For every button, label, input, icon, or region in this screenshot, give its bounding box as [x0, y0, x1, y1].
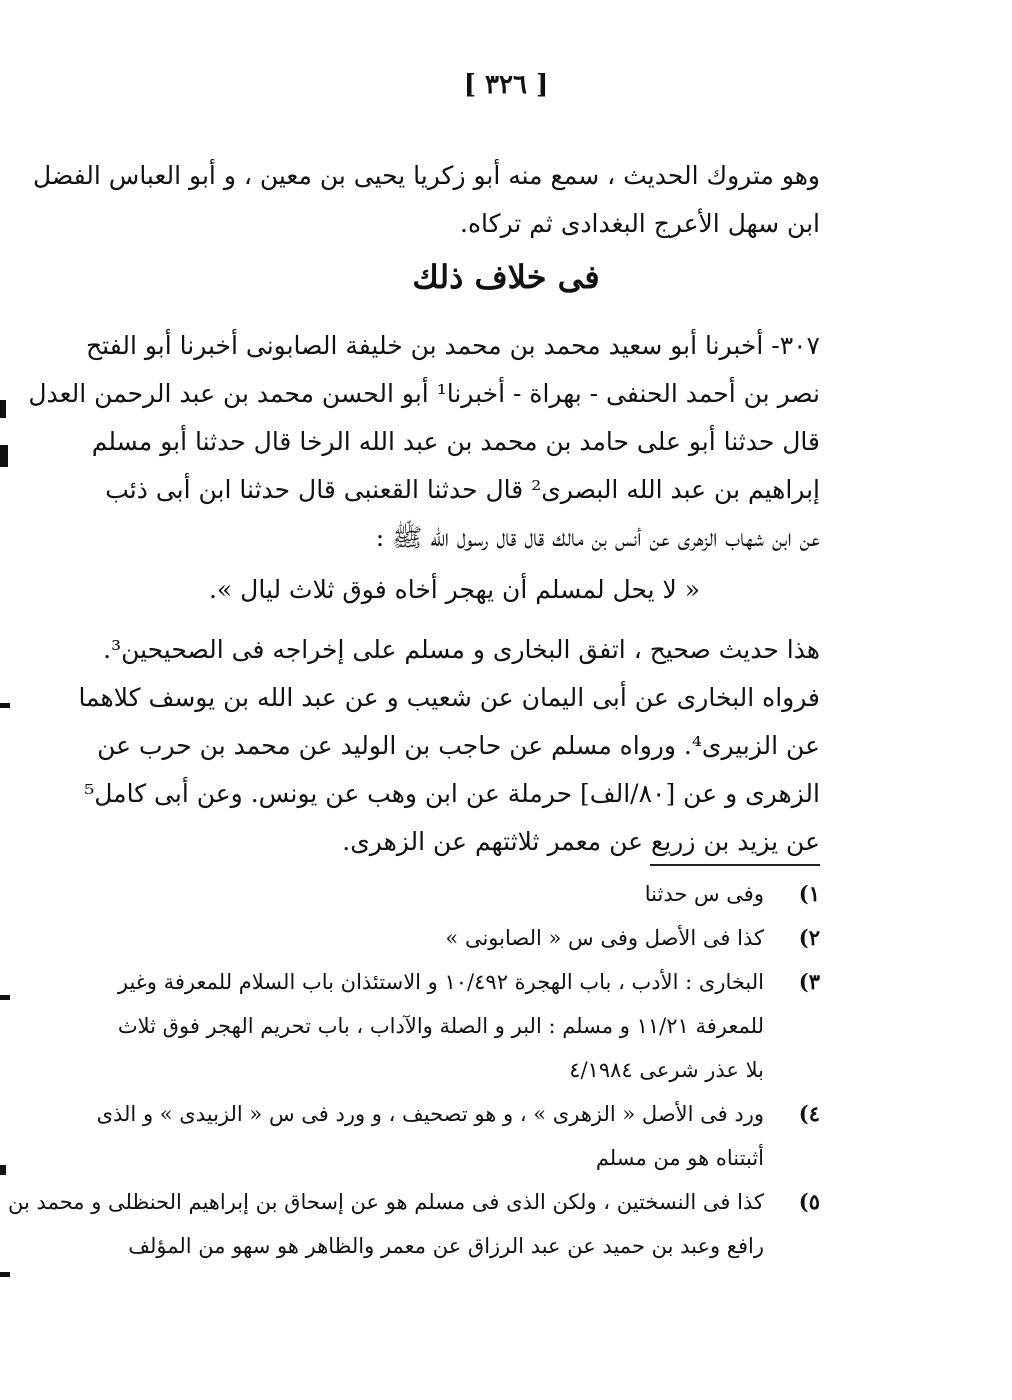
- footnote-body: [105, 960, 764, 1092]
- footnote-line: وفى س حدثنا: [644, 882, 764, 906]
- isnad-line: ٣٠٧- أخبرنا أبو سعيد محمد بن محمد بن خليفة الصابونى أخبرنا أبو الفتح: [86, 331, 820, 360]
- footnote-number: ٣): [798, 969, 820, 994]
- intro-paragraph: [33, 152, 820, 248]
- footnote-line: كذا فى الأصل وفى س « الصابونى »: [445, 926, 764, 950]
- footnote-number: ٥): [798, 1189, 820, 1214]
- isnad-line: عن ابن شهاب الزهرى عن أنس بن مالك قال قال رسول الله ﷺ :: [375, 523, 820, 552]
- footnotes: [8, 872, 820, 1268]
- commentary-line: عن يزيد بن زريع عن معمر ثلاثتهم عن الزهرى.: [342, 827, 820, 856]
- scan-edge-mark: [0, 445, 8, 467]
- isnad-line: إبراهيم بن عبد الله البصرى² قال حدثنا القعنبى قال حدثنا ابن أبى ذئب: [105, 475, 820, 504]
- scan-edge-mark: [0, 1165, 6, 1175]
- footnote-line: كذا فى النسختين ، ولكن الذى فى مسلم هو عن إسحاق بن إبراهيم الحنظلى و محمد بن: [8, 1190, 764, 1214]
- footnote-line: رافع وعبد بن حميد عن عبد الرزاق عن معمر والظاهر هو سهو من المؤلف: [128, 1234, 764, 1258]
- footnote-number: ٤): [798, 1101, 820, 1126]
- intro-line: ابن سهل الأعرج البغدادى ثم تركاه.: [460, 209, 820, 238]
- section-heading: فى خلاف ذلك: [412, 258, 600, 296]
- footnote-line: أثبتناه هو من مسلم: [595, 1146, 764, 1170]
- footnote-line: للمعرفة ١١/٢١ و مسلم : البر و الصلة والآداب ، باب تحريم الهجر فوق ثلاث: [117, 1014, 764, 1038]
- isnad-line: قال حدثنا أبو على حامد بن محمد بن عبد الله الرخا قال حدثنا أبو مسلم: [91, 427, 820, 456]
- footnote-body: [105, 872, 764, 916]
- footnote-3: [105, 960, 820, 1092]
- footnote-1: [105, 872, 820, 916]
- commentary-line: فرواه البخارى عن أبى اليمان عن شعيب و عن عبد الله بن يوسف كلاهما: [78, 683, 820, 712]
- footnote-5: [8, 1180, 820, 1268]
- commentary-line: عن الزبيرى⁴. ورواه مسلم عن حاجب بن الوليد عن محمد بن حرب عن: [97, 731, 820, 760]
- isnad-line: نصر بن أحمد الحنفى - بهراة - أخبرنا¹ أبو الحسن محمد بن عبد الرحمن العدل: [28, 379, 820, 408]
- footnote-divider: [650, 864, 820, 866]
- scan-edge-mark: [0, 400, 6, 418]
- commentary-paragraph: [78, 626, 820, 866]
- footnote-line: ورد فى الأصل « الزهرى » ، و هو تصحيف ، و ورد فى س « الزبيدى » و الذى: [96, 1102, 764, 1126]
- footnote-number: ٢): [798, 925, 820, 950]
- commentary-line: هذا حديث صحيح ، اتفق البخارى و مسلم على إخراجه فى الصحيحين³.: [103, 635, 820, 664]
- isnad-paragraph: [28, 322, 820, 562]
- footnote-4: [96, 1092, 820, 1180]
- commentary-line: الزهرى و عن [٨٠/الف] حرملة عن ابن وهب عن يونس. وعن أبى كامل⁵: [84, 779, 820, 808]
- footnote-body: [8, 1180, 764, 1268]
- page-number: [ ٣٢٦ ]: [463, 70, 549, 100]
- scan-edge-mark: [0, 995, 10, 1000]
- hadith-text: « لا يحل لمسلم أن يهجر أخاه فوق ثلاث ليال ».: [208, 575, 700, 604]
- footnote-line: البخارى : الأدب ، باب الهجرة ١٠/٤٩٢ و الاستئذان باب السلام للمعرفة وغير: [117, 970, 764, 994]
- footnote-2: [105, 916, 820, 960]
- scan-edge-mark: [0, 1272, 10, 1277]
- scan-edge-mark: [0, 703, 10, 708]
- footnote-body: [97, 1092, 764, 1180]
- footnote-body: [105, 916, 764, 960]
- intro-line: وهو متروك الحديث ، سمع منه أبو زكريا يحيى بن معين ، و أبو العباس الفضل: [33, 161, 820, 190]
- footnote-number: ١): [798, 881, 820, 906]
- footnote-line: بلا عذر شرعى ٤/١٩٨٤: [569, 1058, 764, 1082]
